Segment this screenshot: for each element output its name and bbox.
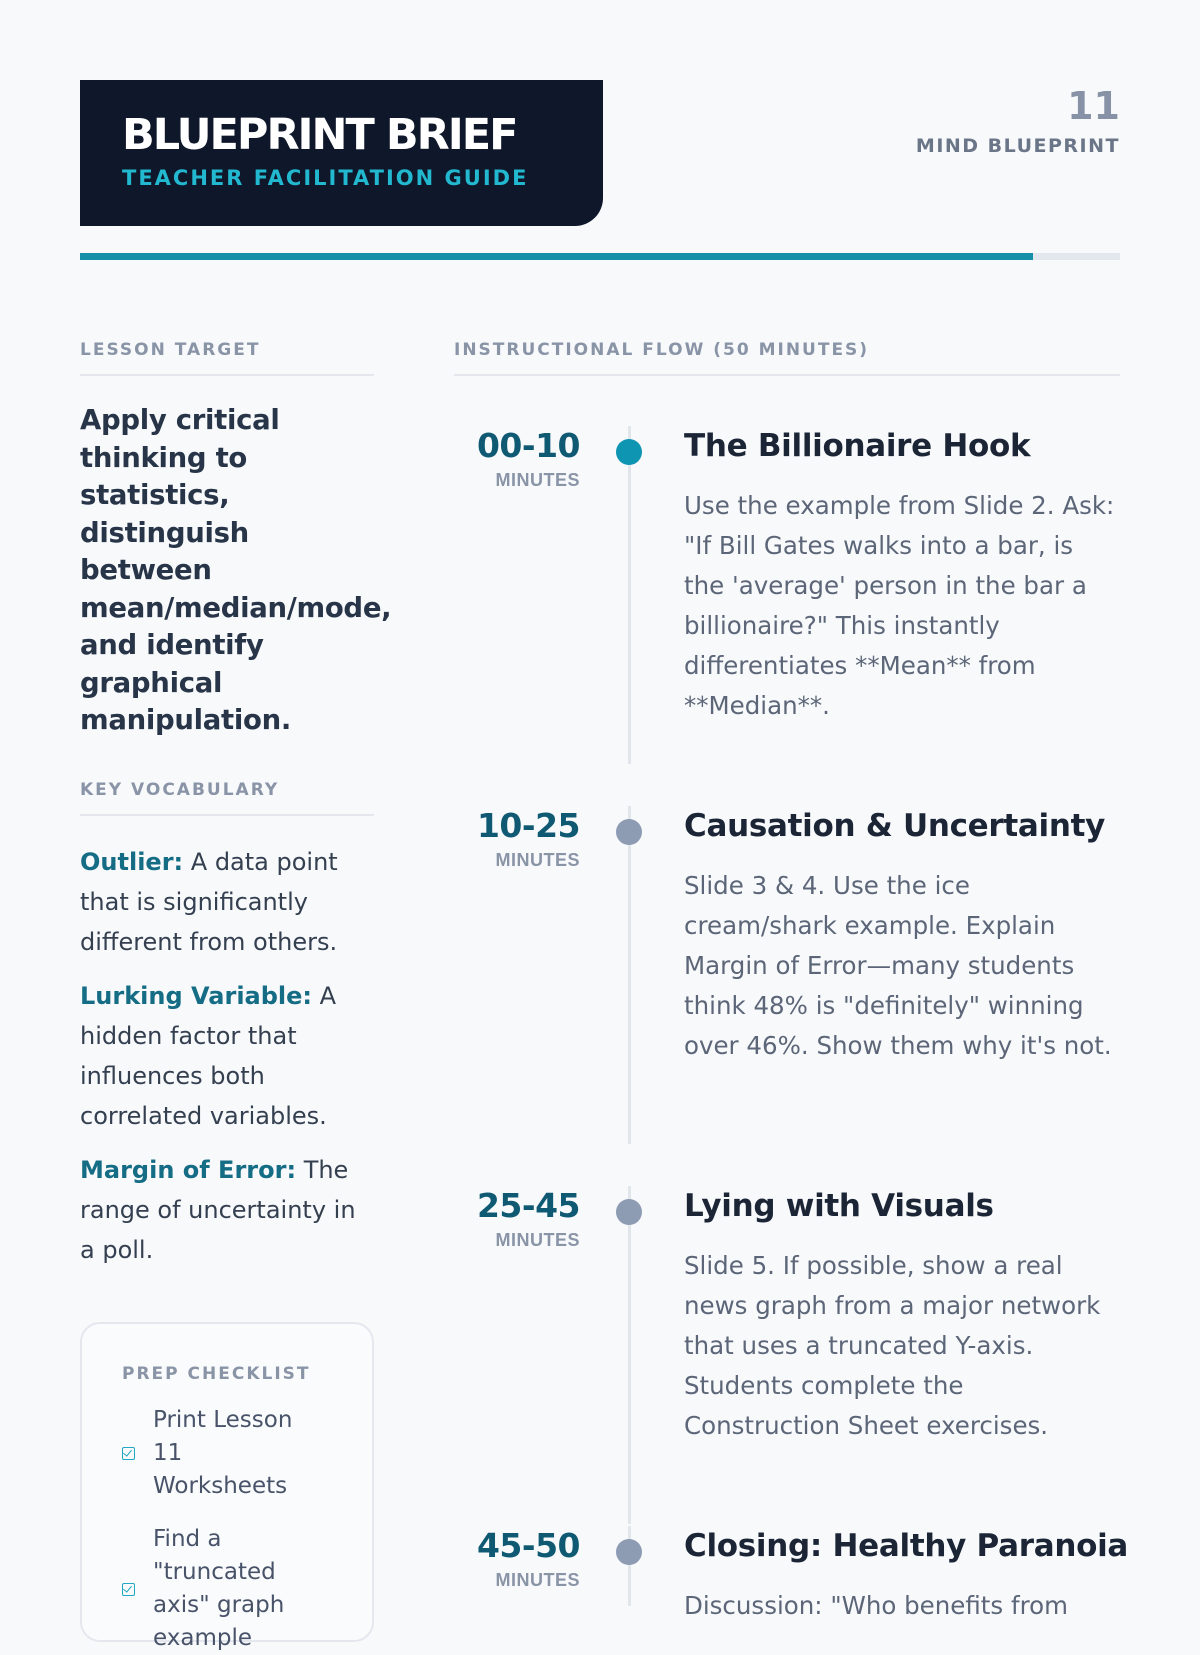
time-unit: MINUTES bbox=[495, 850, 580, 870]
timeline-dot bbox=[616, 819, 642, 845]
timeline-line bbox=[628, 806, 631, 1144]
divider bbox=[80, 814, 374, 816]
vocab-term: Outlier: bbox=[80, 847, 184, 876]
checkbox-icon[interactable] bbox=[122, 1447, 135, 1460]
block-text: Discussion: "Who benefits from bbox=[684, 1591, 1068, 1620]
time-range: 45-50 bbox=[476, 1526, 580, 1565]
vocab-item bbox=[80, 842, 374, 962]
timeline-dot bbox=[616, 439, 642, 465]
brand-header bbox=[80, 80, 603, 226]
vocabulary-list bbox=[80, 842, 374, 1270]
prep-checklist bbox=[80, 1322, 374, 1651]
lesson-target-text: Apply critical thinking to statistics, distinguish between mean/median/mode, and identify graphical manipulation. bbox=[80, 404, 392, 736]
block-text: Slide 3 & 4. Use the ice cream/shark example. Explain Margin of Error—many students think 48% is "definitely" winning over 46%. Show them why it's not. bbox=[684, 871, 1112, 1060]
vocab-item bbox=[80, 976, 374, 1136]
checklist-item-text: Find a "truncated axis" graph example bbox=[153, 1526, 285, 1651]
left-column bbox=[80, 340, 392, 1284]
progress-bar bbox=[80, 253, 1120, 260]
time-unit: MINUTES bbox=[495, 1230, 580, 1250]
time-range: 00-10 bbox=[476, 426, 580, 465]
timeline-dot bbox=[616, 1199, 642, 1225]
brand-title: BLUEPRINT BRIEF bbox=[122, 110, 517, 160]
divider bbox=[454, 374, 1120, 376]
time-unit: MINUTES bbox=[495, 470, 580, 490]
checklist-item-text: Print Lesson 11 Worksheets bbox=[153, 1407, 293, 1499]
instructional-flow bbox=[454, 340, 1129, 1620]
timeline-line bbox=[628, 426, 631, 764]
checklist-label: PREP CHECKLIST bbox=[122, 1364, 311, 1384]
block-text: Use the example from Slide 2. Ask: "If Bill Gates walks into a bar, is the 'average' person in the bar a billionaire?" This instantly differentiates **Mean** from **Median**. bbox=[684, 491, 1115, 720]
block-title: Causation & Uncertainty bbox=[684, 808, 1106, 844]
time-range: 10-25 bbox=[476, 806, 580, 845]
flow-label: INSTRUCTIONAL FLOW (50 MINUTES) bbox=[454, 340, 870, 360]
time-range: 25-45 bbox=[476, 1186, 580, 1225]
vocab-definition: The range of uncertainty in a poll. bbox=[80, 1155, 356, 1264]
block-title: Closing: Healthy Paranoia bbox=[684, 1528, 1129, 1564]
vocab-item bbox=[80, 1150, 374, 1270]
brand-subtitle: TEACHER FACILITATION GUIDE bbox=[122, 166, 529, 190]
vocabulary-label: KEY VOCABULARY bbox=[80, 779, 280, 800]
timeline-dot bbox=[616, 1539, 642, 1565]
vocab-definition: A hidden factor that influences both correlated variables. bbox=[80, 981, 337, 1130]
timeline-line bbox=[628, 1186, 631, 1524]
vocab-term: Margin of Error: bbox=[80, 1155, 297, 1184]
time-unit: MINUTES bbox=[495, 1570, 580, 1590]
checkbox-icon[interactable] bbox=[122, 1583, 135, 1596]
divider bbox=[80, 374, 374, 376]
block-title: The Billionaire Hook bbox=[684, 428, 1031, 464]
lesson-target-label: LESSON TARGET bbox=[80, 340, 261, 360]
issue-label: MIND BLUEPRINT bbox=[915, 135, 1120, 157]
checklist-item[interactable] bbox=[122, 1523, 322, 1655]
checklist-item[interactable] bbox=[122, 1404, 322, 1503]
issue-number: 11 bbox=[1067, 84, 1120, 128]
progress-fill bbox=[80, 253, 1033, 260]
vocab-definition: A data point that is significantly different from others. bbox=[80, 847, 338, 956]
vocab-term: Lurking Variable: bbox=[80, 981, 313, 1010]
timeline-line bbox=[628, 1526, 631, 1606]
block-text: Slide 5. If possible, show a real news graph from a major network that uses a truncated Y-axis. Students complete the Construction Sheet exercises. bbox=[684, 1251, 1101, 1440]
block-title: Lying with Visuals bbox=[684, 1188, 994, 1224]
